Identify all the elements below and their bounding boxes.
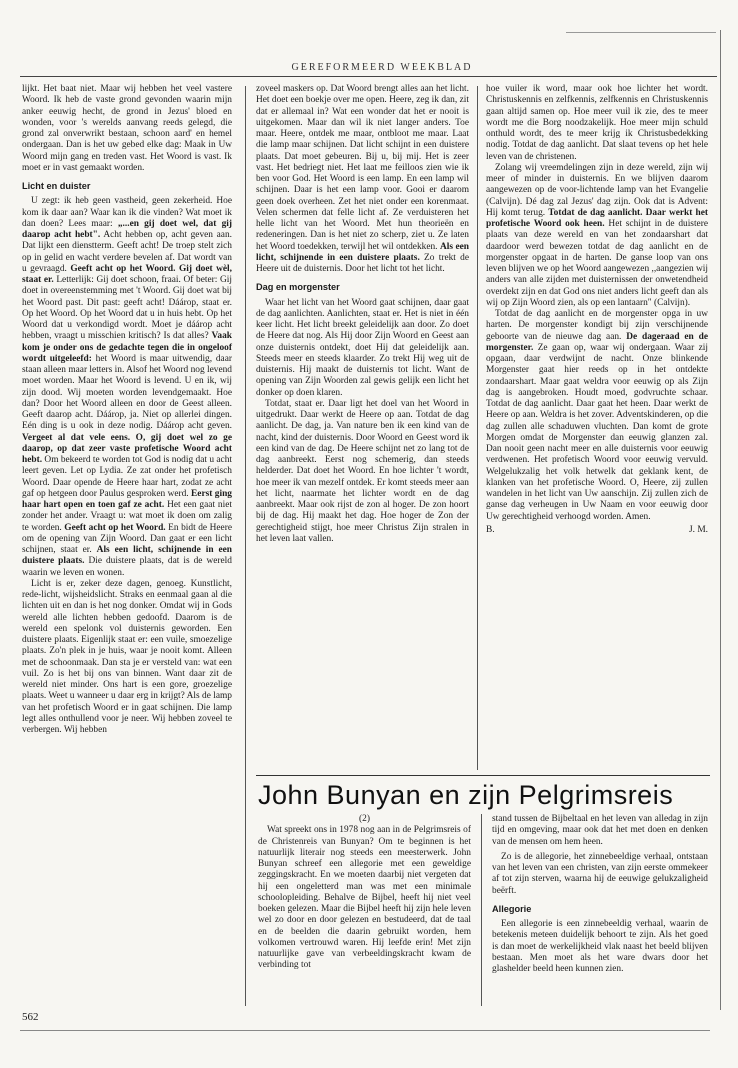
signature	[486, 525, 708, 536]
column-divider	[245, 86, 246, 1006]
emphasis: De dageraad en de morgenster.	[486, 331, 708, 353]
column-3	[486, 84, 708, 536]
text-run: Totdat de dag aanlicht en de morgenster opga in uw harten. De morgenster kondigt bij zijn verschijnende geboorte van de nieuwe dag aan.	[486, 309, 708, 342]
column-1	[22, 84, 232, 736]
paragraph: Zo is de allegorie, het zinnebeeldige verhaal, ontstaan van het leven van een christen, van zijn eerste ommekeer af tot zijn sterven, waarna hij de eeuwige gelukzaligheid beërft.	[492, 851, 708, 896]
section-heading: Allegorie	[492, 903, 532, 914]
column-2	[256, 84, 469, 545]
text-run: het Woord is maar uitwendig, daar staan alleen maar letters in. Alsof het Woord nog levend moet worden. Maar het Woord is levend. U en ik, wij zijn dood. Wij moeten worden levendgemaakt. Hoe dan? Door het Woord alleen en door de Geest alleen. Geeft daarop acht. Dáárop, ja. Niet op allerlei dingen. Eén ding is u ook in deze nodig. Dáárop acht geven.	[22, 353, 232, 432]
article-part-number: (2)	[359, 814, 370, 824]
article-title: John Bunyan en zijn Pelgrimsreis	[258, 780, 674, 810]
text-run: Die duistere plaats, dat is de wereld waarin we leven en wonen.	[22, 556, 232, 578]
signature-author: J. M.	[688, 524, 708, 535]
paragraph	[486, 309, 708, 523]
emphasis: Als een licht, schijnende in een duistere plaats.	[256, 241, 470, 263]
text-run: Om bekeerd te worden tot God is nodig dat u acht leert geven. Let op Lydia. Ze zat onder het profetisch Woord. Daar opende de Heere haar hart, zodat ze acht gaf op hetgeen door Paulus gesproken werd.	[22, 455, 232, 499]
text-run: Acht hebben op, acht geven aan. Dat lijkt een dienstterm. Geeft acht! De troep stelt zich op in gelid en wacht verdere bevelen af. Dat wordt van u gevraagd.	[22, 230, 232, 274]
scan-mark	[566, 32, 716, 33]
paragraph: Waar het licht van het Woord gaat schijnen, daar gaat de dag aanlichten. Aanlichten, staat er. Het is niet in één keer licht. Het licht breekt geleidelijk aan door. Zo doet de Heere dat nog. Als Hij door Zijn Woord en Geest aan onze duisternis ontdekt, doet Hij dat geleidelijk aan. Steeds meer en steeds klaarder. Zo trekt Hij weg uit de duisternis. Hij maakt de duisternis tot licht. Want de opening van Zijn Woorden zal gewis gelijk een licht het donker op doen klaren.	[256, 297, 469, 398]
paragraph	[256, 84, 469, 275]
paragraph	[22, 196, 232, 579]
paragraph: Wat spreekt ons in 1978 nog aan in de Pelgrimsreis of de Christenreis van Bunyan? Om te beginnen is het natuurlijk literair nog steeds een meesterwerk. John Bunyan schreef een allegorie met een geweldige zeggingskracht. En we moeten daarbij niet vergeten dat hij een ongeletterd man was met een minimale schoolopleiding. Behalve de Bijbel, heeft hij niet veel boeken gelezen. Maar die Bijbel heeft hij zijn hele leven wel zo door en door gelezen en bestudeerd, dat de taal en de beelden die daarin gebruikt worden, hem volkomen vertrouwd waren. Hij leefde erin! Met zijn natuurlijke gave van verbeeldingskracht kwam de verbinding tot	[258, 825, 471, 971]
emphasis: Eerst ging haar hart open en toen gaf ze acht.	[22, 488, 232, 510]
article-column-left	[258, 814, 471, 972]
text-run: Letterlijk: Gij doet schoon, fraai. Of beter: Gij doet in overeenstemming met 't Woord. Gij doet wat bij het Woord past. Dit past: geeft acht! Dáárop, staat er. Op het Woord. Op het Woord dat u in huis hebt. Op het Woord dat u verkondigd wordt. Moet je dáárop acht hebben, vraagt u misschien kritisch? Is dat alles?	[22, 275, 232, 342]
page-edge	[720, 30, 721, 1010]
paragraph	[486, 163, 708, 309]
emphasis: Vaak kom je onder ons de gedachte tegen die in ongeloof wordt uitgeleefd:	[22, 331, 232, 364]
section-heading: Dag en morgenster	[256, 282, 340, 293]
text-run: Zolang wij vreemdelingen zijn in deze wereld, zijn wij meer of minder in duisternis. En we blijven daarom aangewezen op de voor-lichtende lamp van het Evangelie (Calvijn). Dé dag zal Jezus' dag zijn. Ook dat is Advent: Hij komt terug.	[486, 162, 708, 218]
text-run: Ze gaan op, waar wij ondergaan. Waar zij opgaan, daar verdwijnt de nacht. Onze blinkende Morgenster gaat hier reeds op in het ontdekte zondaarshart. Maar gaat weldra voor eeuwig op als Zijn dag is aangebroken. Houdt moed, godvruchte schaar. Totdat de dag aanlicht. Daar gaat het heen. Daar werkt de Heere op aan. Weldra is het zover. Adventskinderen, op die dag zullen alle schaduwen vluchten. Dan komt de grote Morgen omdat de Morgenster dan eeuwig glanzen zal. Dan nooit geen nacht meer en alle duisternis voor eeuwig verdwenen. Het profetisch Woord voor eeuwig vervuld. Welgelukzalig het volk hetwelk dat geklank kent, de klanken van het profetische Woord. O, Heere, zij zullen wandelen in het licht van Uw aanschijn. Zij zullen zich de ganse dag verheugen in Uw Naam en voor eeuwig door Uw gerechtigheid verhoogd worden. Amen.	[486, 342, 708, 522]
emphasis: Geeft acht op het Woord. Gij doet wèl, staat er.	[22, 263, 232, 285]
emphasis: Vergeet al dat vele eens. O, gij doet wel zo ge daarop, op dat zeer vaste profetische Woord acht hebt.	[22, 432, 232, 465]
paragraph: lijkt. Het baat niet. Maar wij hebben het veel vastere Woord. Ik heb de vaste grond gevonden waarin mijn anker eeuwig hecht, de grond in Jezus' bloed en wonden, voor 's werelds aanvang reeds gelegd, die grond zal onverwrikt bestaan, schoon aard' en hemel ondergaan. Dan is het uw gebed elke dag: Maak in Uw Woord mijn gang en treden vast. Het Woord is vast. Ik moet er in vast gemaakt worden.	[22, 84, 232, 173]
text-run: zoveel maskers op. Dat Woord brengt alles aan het licht. Het doet een boekje over me open. Heere, zeg ik dan, zit dat er allemaal in? Wat een wonder dat het er nooit is uitgekomen. Maar dan wil ik niet langer anders. Toe maar. Heere, ontdek me maar, ontbloot me maar. Laat die lamp maar schijnen. Dat licht schijnt in een duistere plaats. Dat moet gebeuren. Bij u, bij mij. Het is zeer vast. Het bedriegt niet. Het laat me feilloos zien wie ik ben voor God. Het Woord is een lamp. En een lamp wil schijnen. Daar is het een lamp voor. Gooi er daarom geen doek overheen. Zet het niet onder een korenmaat. Velen schermen dat felle licht af. Ze verduisteren het helle licht van het Woord. Met hun theorieën en redeneringen. Dan is het niet zo scherp, ziet u. Ze laten het Woord toedekken, terwijl het wil ontdekken.	[256, 84, 469, 252]
paragraph: stand tussen de Bijbeltaal en het leven van alledag in zijn tijd en omgeving, maar ook dat het met doen en denken van de mensen om hem heen.	[492, 814, 708, 847]
emphasis: Totdat de dag aanlicht. Daar werkt het profetische Woord ook heen.	[486, 207, 709, 229]
column-divider	[477, 86, 478, 770]
header-rule	[20, 76, 717, 77]
text-run: U zegt: ik heb geen vastheid, geen zekerheid. Hoe kom ik daar aan? Waar kan ik die vinden? Wat moet ik dan doen? Lees maar:	[22, 196, 232, 229]
emphasis: „...en gij doet wel, dat gij daarop acht hebt".	[22, 218, 232, 240]
paragraph: Een allegorie is een zinnebeeldig verhaal, waarin de betekenis meteen duidelijk behoort te zijn. Als het goed is dan moet de werkelijkheid vlak naast het beeld blijven bestaan. Men moet als het ware dwars door het glashelder beeld heen kunnen zien.	[492, 919, 708, 974]
running-header: GEREFORMEERD WEEKBLAD	[291, 62, 473, 73]
paragraph: Totdat, staat er. Daar ligt het doel van het Woord in uitgedrukt. Daar werkt de Heere op aan. Totdat de dag aanlicht. De dag, ja. Van nature ben ik een kind van de nacht, kind der duisternis. Door Woord en Geest word ik een kind van de dag. De Heere schijnt net zo lang tot de dag aanbreekt. Eerst nog schemerig, dan steeds helderder. Dat doet het Woord. En hoe lichter 't wordt, hoe meer ik van mezelf ontdek. Er komt steeds meer aan het licht, naarmate het lichter wordt en de dag aanbreekt. Maar ook rijst de zon al hoger. De zon hoort bij de dag. Hij maakt het dag. Hoe hoger de Zon der gerechtigheid stijgt, hoe meer Christus Zijn stralen in het leven laat vallen.	[256, 398, 469, 544]
bottom-rule	[20, 1030, 710, 1031]
paragraph: hoe vuiler ik word, maar ook hoe lichter het wordt. Christuskennis en zelfkennis, zelfkennis en Christuskennis gaan altijd samen op. Hoe meer vuil ik zie, des te meer wordt me die Borg noodzakelijk. Hoe meer mijn schuld onthuld wordt, des te meer krijg ik Christusbedekking nodig. Totdat de dag aanlicht. Dat slaat tevens op het hele leven van de christenen.	[486, 84, 708, 162]
page-number: 562	[22, 1011, 39, 1023]
paragraph: Licht is er, zeker deze dagen, genoeg. Kunstlicht, rede-licht, wijsheidslicht. Straks en eenmaal gaan al die lichten uit en dan is het nog donker. Omdat wij in Gods wereld alle lichten hebben gedoofd. Daarom is de wereld een spelonk vol duisternis geworden. Een duistere plaats. Eigenlijk staat er: een vuile, smoezelige plaats. Zo'n plek in je huis, waar je nooit komt. Alleen met de schoonmaak. Dan sta je er versteld van: wat een vuil. Zo is het bij ons van binnen. Want daar zit de wereld niet minder. Ons hart is een gore, groezelige plaats. Weet u wanneer u daar erg in krijgt? Als de lamp van het profetisch Woord er in gaat schijnen. Die lamp legt alles onthullend voor je neer. Wij hebben zoveel te verbergen. Wij hebben	[22, 578, 232, 735]
section-heading: Licht en duister	[22, 181, 91, 191]
column-divider	[481, 814, 482, 1006]
emphasis: Als een licht, schijnende in een duistere plaats.	[22, 545, 232, 567]
article-rule	[256, 775, 710, 776]
text-run: Het een gaat niet zonder het ander. Vraagt u: wat moet ik doen om zalig te worden.	[22, 500, 232, 533]
signature-initial: B.	[486, 524, 495, 535]
article-column-right	[492, 814, 708, 975]
text-run: Zo trekt de Heere uit de duisternis. Door het licht tot het licht.	[256, 252, 469, 274]
text-run: En bidt de Heere om de opening van Zijn Woord. Dan gaat er een licht schijnen, staat er.	[22, 522, 232, 555]
emphasis: Geeft acht op het Woord.	[64, 522, 166, 533]
text-run: Het schijnt in de duistere plaats van deze wereld en van het zondaarshart dat daardoor werd bewezen totdat de dag aanlicht en de morgenster opgaat in de harten. De ganse loop van ons leven blijven we op het Woord aangewezen ,,aangezien wij anders van alle zijden met duisternissen der onwetendheid overdekt zijn en dat God ons niet anders licht geeft dan als wij op Zijn Woord zien, als op een lantaarn" (Calvijn).	[486, 219, 708, 308]
